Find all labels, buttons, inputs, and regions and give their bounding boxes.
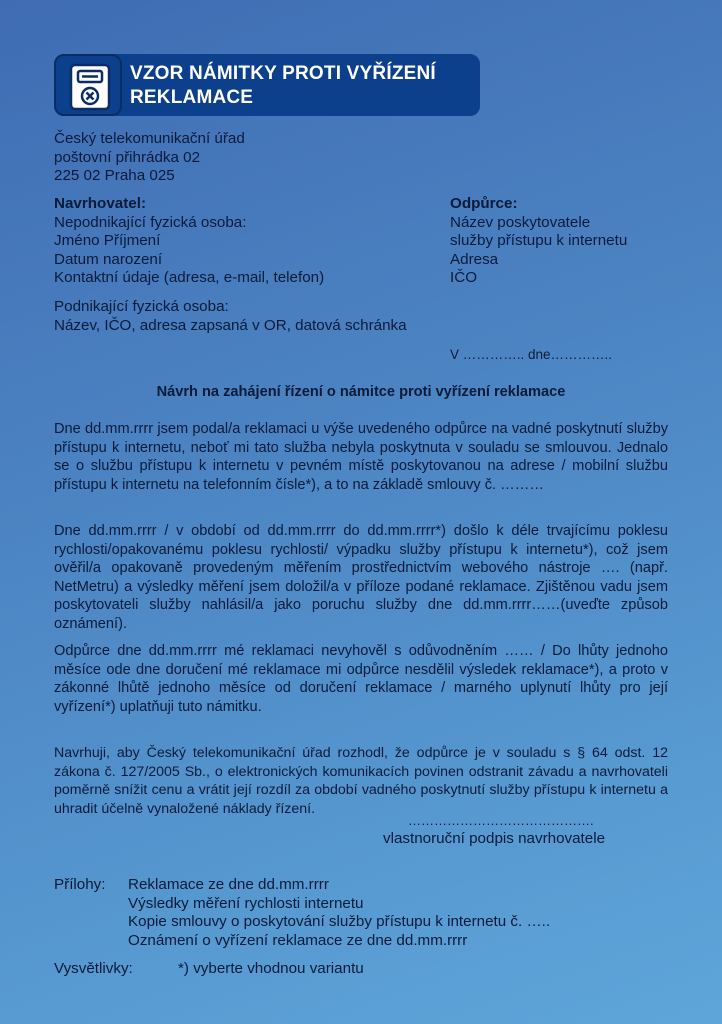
odpurce-line: IČO <box>450 269 478 286</box>
recipient-address <box>54 130 245 186</box>
navrhovatel-line: Název, IČO, adresa zapsaná v OR, datová schránka <box>54 316 407 334</box>
recipient-line: poštovní přihrádka 02 <box>54 148 201 166</box>
attachments-label: Přílohy: <box>54 876 106 893</box>
odpurce-line: služby přístupu k internetu <box>450 232 628 249</box>
notes-text: *) vyberte vhodnou variantu <box>178 960 364 977</box>
signature-label: vlastnoruční podpis navrhovatele <box>383 830 606 847</box>
document-title: Návrh na zahájení řízení o námitce proti vyřízení reklamace <box>156 384 566 400</box>
paragraph-1: Dne dd.mm.rrrr jsem podal/a reklamaci u výše uvedeného odpůrce na vadné poskytnutí služby přístupu k internetu, neboť mi tato služba nebyla poskytnuta v souladu se smlouvou. Jednalo se o službu přístupu k internetu v pevném místě poskytovanou na adrese / mobilní službu přístupu k internetu na telefonním čísle*), a to na základě smlouvy č. ……… <box>54 421 668 493</box>
podnikajici-block <box>54 298 407 335</box>
attachment-item: Reklamace ze dne dd.mm.rrrr <box>128 876 329 893</box>
odpurce-block <box>450 195 627 288</box>
odpurce-line: Název poskytovatele <box>450 213 591 231</box>
signature-line: ……………………………………. <box>408 813 594 828</box>
title-line-1: VZOR NÁMITKY PROTI VYŘÍZENÍ <box>130 63 436 84</box>
title-line-2: REKLAMACE <box>130 87 254 108</box>
navrhovatel-line: Datum narození <box>54 250 163 268</box>
attachment-item: Oznámení o vyřízení reklamace ze dne dd.mm.rrrr <box>128 931 468 949</box>
navrhovatel-line: Podnikající fyzická osoba: <box>54 298 229 315</box>
page-title <box>130 62 470 110</box>
odpurce-line: Adresa <box>450 250 499 268</box>
recipient-line: Český telekomunikační úřad <box>54 130 245 147</box>
navrhovatel-heading: Navrhovatel: <box>54 195 147 212</box>
attachment-item: Kopie smlouvy o poskytování služby přístupu k internetu č. ….. <box>128 913 551 930</box>
odpurce-heading: Odpůrce: <box>450 195 518 212</box>
navrhovatel-line: Nepodnikající fyzická osoba: <box>54 213 247 231</box>
paragraph-2: Dne dd.mm.rrrr / v období od dd.mm.rrrr do dd.mm.rrrr*) došlo k déle trvajícímu poklesu rychlosti/opakovanému poklesu rychlosti/ výpadku služby přístupu k internetu*), což jsem ověřil/a opakovaně provedeným měřením prostřednictvím webového nástroje …. (např. NetMetru) a výsledky měření jsem doložil/a v příloze podané reklamace. Zjištěnou vadu jsem poskytovateli služby nahlásil/a jako poruchu služby dne dd.mm.rrrr……(uveďte způsob oznámení). <box>54 523 668 632</box>
paragraph-4: Navrhuji, aby Český telekomunikační úřad rozhodl, že odpůrce je v souladu s § 64 odst. 12 zákona č. 127/2005 Sb., o elektronických komunikacích povinen odstranit závadu a navrhovateli poměrně snížit cenu a vrátit její rozdíl za období vadného poskytnutí služby přístupu k internetu a uhradit účelně vynaložené náklady řízení. <box>54 745 668 817</box>
place-date: V ………….. dne………….. <box>450 347 613 362</box>
title-banner <box>54 54 480 116</box>
attachments-list <box>128 876 550 950</box>
navrhovatel-block <box>54 195 324 288</box>
paragraph-3: Odpůrce dne dd.mm.rrrr mé reklamaci nevyhověl s odůvodněním …… / Do lhůty jednoho měsíce ode dne doručení mé reklamace mi odpůrce nesdělil výsledek reklamace*), a proto v zákonné lhůtě jednoho měsíce od doručení reklamace / marného uplynutí lhůty pro její vyřízení*) uplatňuji tuto námitku. <box>54 643 668 715</box>
notes-label: Vysvětlivky: <box>54 960 133 977</box>
navrhovatel-line: Kontaktní údaje (adresa, e-mail, telefon) <box>54 269 325 286</box>
navrhovatel-line: Jméno Příjmení <box>54 232 161 249</box>
recipient-line: 225 02 Praha 025 <box>54 167 175 184</box>
attachment-item: Výsledky měření rychlosti internetu <box>128 894 364 912</box>
form-with-x-icon <box>54 54 122 116</box>
